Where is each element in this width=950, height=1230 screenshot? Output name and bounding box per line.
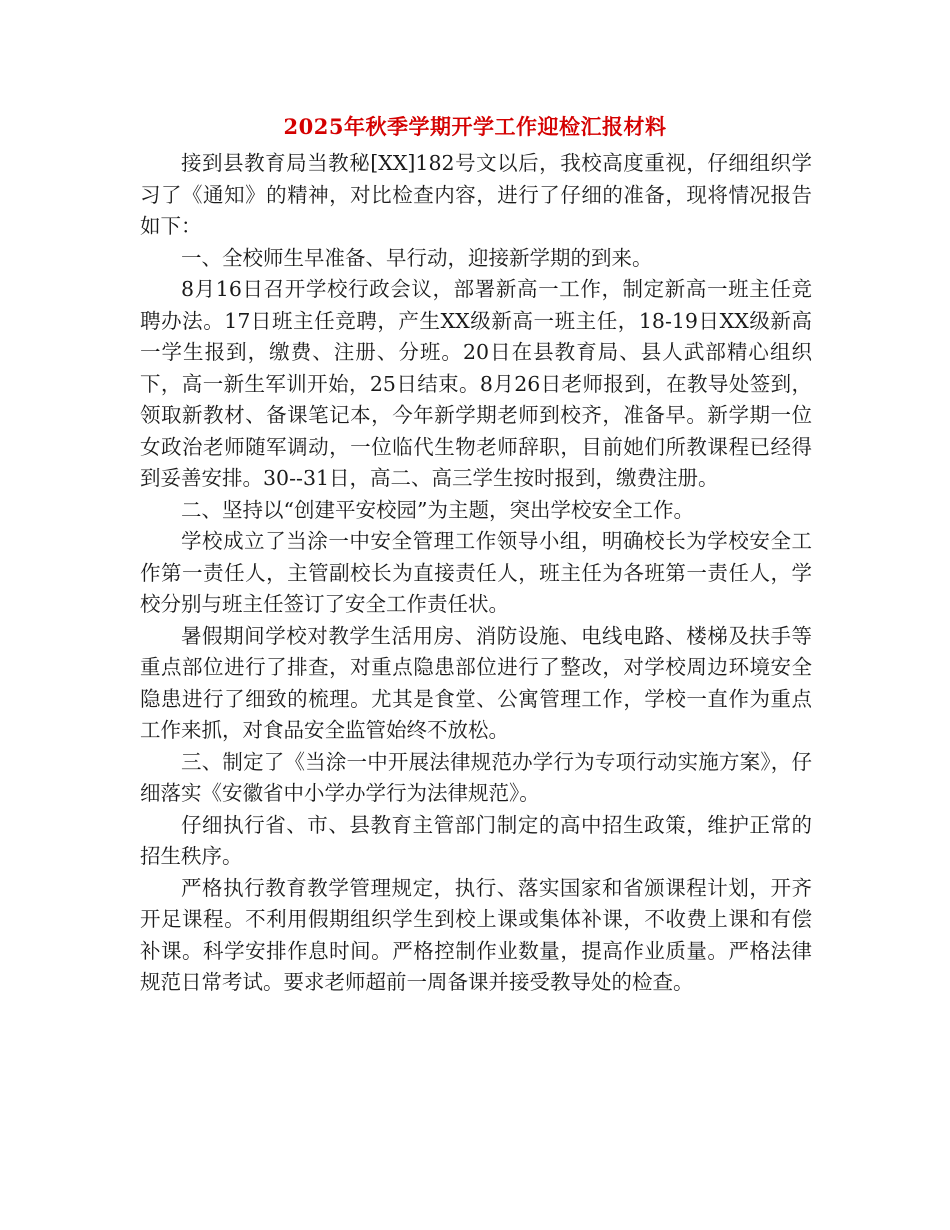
section-heading-1: 一、全校师生早准备、早行动，迎接新学期的到来。 — [181, 245, 653, 270]
body-paragraph: 暑假期间学校对教学生活用房、消防设施、电线电路、楼梯及扶手等重点部位进行了排查，对重点隐患部位进行了整改，对学校周边环境安全隐患进行了细致的梳理。尤其是食堂、公寓管理工作，学校一直作为重点工作来抓，对食品安全监管始终不放松。 — [140, 623, 812, 742]
body-paragraph: 仔细执行省、市、县教育主管部门制定的高中招生政策，维护正常的招生秩序。 — [140, 812, 812, 868]
section-heading-2: 二、坚持以“创建平安校园”为主题，突出学校安全工作。 — [181, 497, 694, 522]
intro-paragraph: 接到县教育局当教秘[XX]182号文以后，我校高度重视，仔细组织学习了《通知》的精神，对比检查内容，进行了仔细的准备，现将情况报告如下： — [140, 151, 812, 238]
document-title: 2025年秋季学期开学工作迎检汇报材料 — [283, 114, 667, 139]
section-heading-3: 三、制定了《当涂一中开展法律规范办学行为专项行动实施方案》，仔细落实《安徽省中小学办学行为法律规范》。 — [140, 749, 812, 805]
body-paragraph: 8月16日召开学校行政会议，部署新高一工作，制定新高一班主任竞聘办法。17日班主任竞聘，产生XX级新高一班主任，18-19日XX级新高一学生报到，缴费、注册、分班。20日在县教育局、县人武部精心组织下，高一新生军训开始，25日结束。8月26日老师报到，在教导处签到，领取新教材、备课笔记本，今年新学期老师到校齐，准备早。新学期一位女政治老师随军调动，一位临代生物老师辞职，目前她们所教课程已经得到妥善安排。30--31日，高二、高三学生按时报到，缴费注册。 — [140, 277, 812, 490]
body-paragraph: 学校成立了当涂一中安全管理工作领导小组，明确校长为学校安全工作第一责任人，主管副校长为直接责任人，班主任为各班第一责任人，学校分别与班主任签订了安全工作责任状。 — [140, 529, 812, 616]
document-body — [140, 148, 812, 999]
body-paragraph: 严格执行教育教学管理规定，执行、落实国家和省颁课程计划，开齐开足课程。不利用假期组织学生到校上课或集体补课，不收费上课和有偿补课。科学安排作息时间。严格控制作业数量，提高作业质量。严格法律规范日常考试。要求老师超前一周备课并接受教导处的检查。 — [140, 875, 812, 994]
